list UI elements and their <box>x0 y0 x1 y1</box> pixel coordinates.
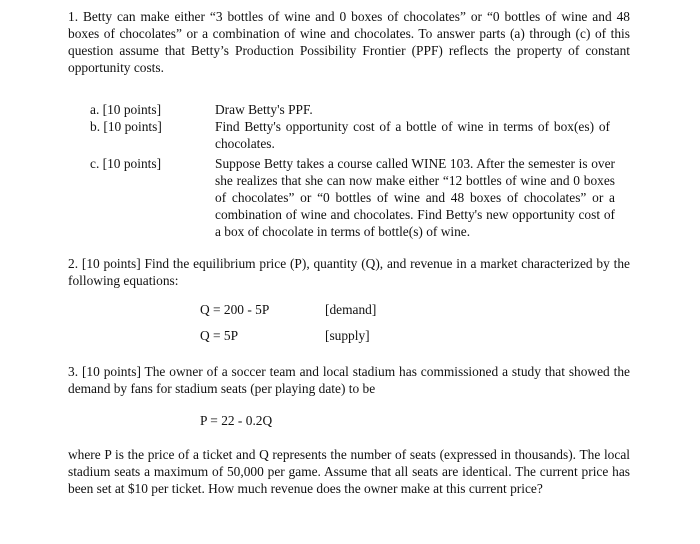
part-a-text: Draw Betty's PPF. <box>215 102 313 117</box>
supply-equation: Q = 5P <box>200 328 239 343</box>
question-1-text: Betty can make either “3 bottles of wine and 0 boxes of chocolates” or “0 bottles of wine and 48 boxes of chocolates” or a combination of wine and chocolates. To answer parts (a) through (c) of this question assume that Betty’s Production Possibility Frontier (PPF) reflects the property of constant opportunity costs. <box>68 9 630 75</box>
demand-tag: [demand] <box>325 302 377 317</box>
supply-tag: [supply] <box>325 328 370 343</box>
question-1-part-a <box>90 101 610 118</box>
question-1-part-b <box>90 118 610 152</box>
part-c-label: c. [10 points] <box>90 156 162 171</box>
question-1 <box>68 8 630 76</box>
part-c-text: Suppose Betty takes a course called WINE 103. After the semester is over she realizes that she can now make either “12 bottles of wine and 0 boxes of chocolates” or “0 bottles of wine and 48 boxes of chocolates” or a combination of wine and chocolates. Find Betty's new opportunity cost of a box of chocolate in terms of bottle(s) of wine. <box>215 156 615 239</box>
part-a-label: a. [10 points] <box>90 102 162 117</box>
question-3-followup: where P is the price of a ticket and Q represents the number of seats (expressed in thousands). The local stadium seats a maximum of 50,000 per game. Assume that all seats are identical. The current price has been set at $10 per ticket. How much revenue does the owner make at this current price? <box>68 447 630 496</box>
question-1-number: 1. <box>68 9 79 24</box>
question-1-part-c <box>90 155 615 240</box>
part-b-label: b. [10 points] <box>90 119 162 134</box>
stadium-demand-equation: P = 22 - 0.2Q <box>200 413 273 428</box>
demand-equation: Q = 200 - 5P <box>200 302 270 317</box>
question-3-text: 3. [10 points] The owner of a soccer team and local stadium has commissioned a study that showed the demand by fans for stadium seats (per playing date) to be <box>68 364 630 396</box>
question-2-text: 2. [10 points] Find the equilibrium price (P), quantity (Q), and revenue in a market characterized by the following equations: <box>68 256 630 288</box>
part-b-text: Find Betty's opportunity cost of a bottle of wine in terms of box(es) of chocolates. <box>215 119 610 151</box>
